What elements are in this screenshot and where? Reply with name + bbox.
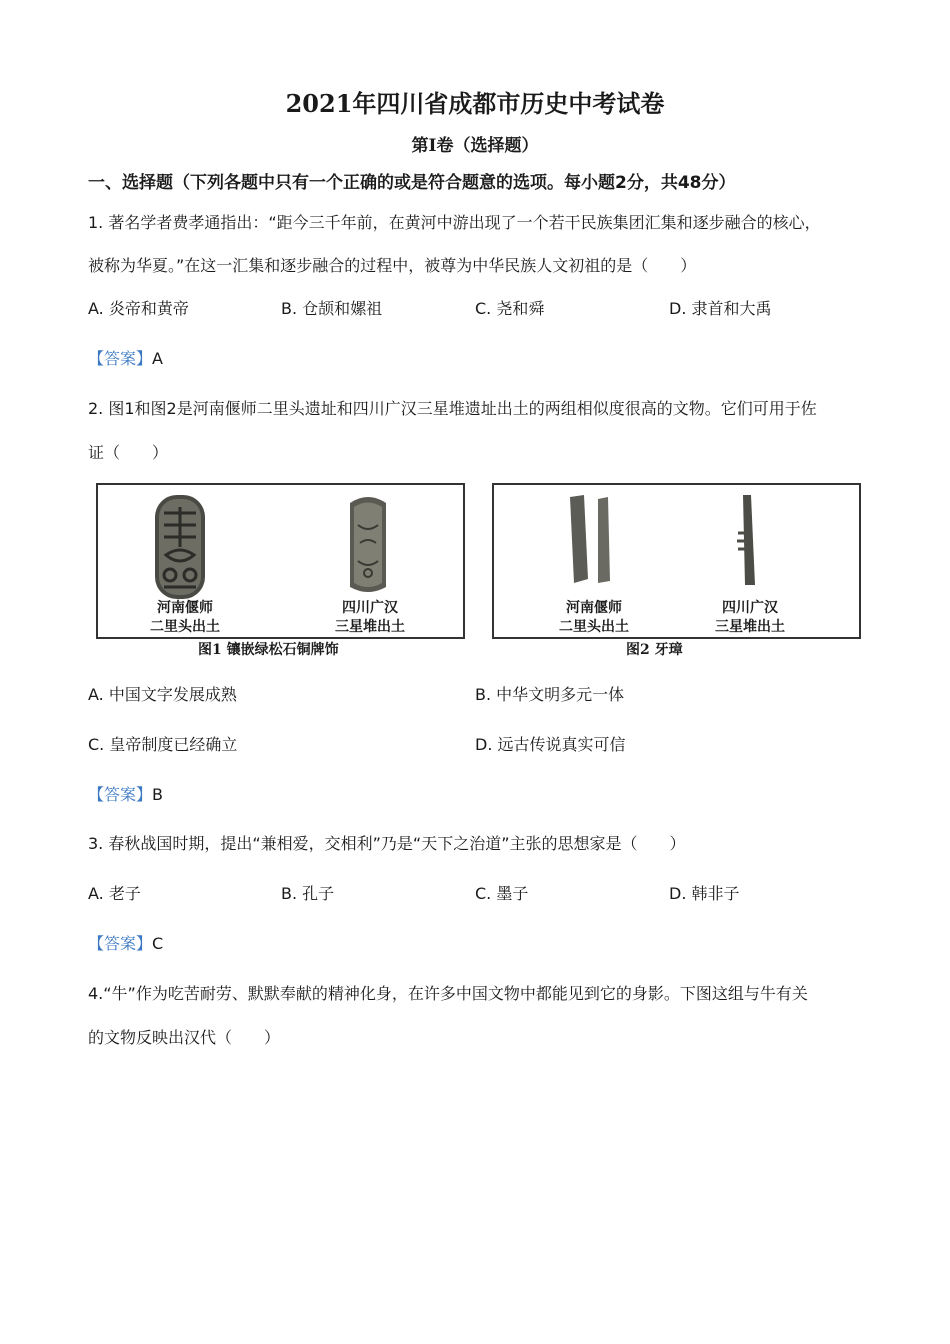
question-3-option-c: C. 墨子 bbox=[475, 884, 529, 903]
answer-value: C bbox=[152, 934, 164, 953]
question-3-line-1: 3. 春秋战国时期，提出“兼相爱，交相利”乃是“天下之治道”主张的思想家是（ ） bbox=[88, 834, 686, 853]
question-2-option-b: B. 中华文明多元一体 bbox=[475, 685, 625, 704]
question-3-option-a: A. 老子 bbox=[88, 884, 141, 903]
question-2-line-1: 2. 图1和图2是河南偃师二里头遗址和四川广汉三星堆遗址出土的两组相似度很高的文物。它们可用于佐 bbox=[88, 399, 817, 418]
question-1-option-c: C. 尧和舜 bbox=[475, 299, 545, 318]
erlitou-yazhang-image bbox=[570, 495, 610, 583]
question-1-option-d: D. 隶首和大禹 bbox=[669, 299, 772, 318]
question-2-answer bbox=[88, 785, 163, 805]
figure-1-caption: 图1 镶嵌绿松石铜牌饰 bbox=[198, 642, 339, 658]
question-1-option-a: A. 炎帝和黄帝 bbox=[88, 299, 189, 318]
question-1-answer bbox=[88, 349, 163, 369]
question-4-line-2: 的文物反映出汉代（ ） bbox=[88, 1028, 281, 1047]
question-1-line-1: 1. 著名学者费孝通指出：“距今三千年前，在黄河中游出现了一个若干民族集团汇集和逐步融合的核心， bbox=[88, 213, 821, 232]
question-3-option-d: D. 韩非子 bbox=[669, 884, 740, 903]
figure-1-left-label: 河南偃师 二里头出土 bbox=[150, 600, 220, 635]
answer-tag: 【答案】 bbox=[88, 785, 153, 804]
question-3-option-b: B. 孔子 bbox=[281, 884, 335, 903]
question-3-answer bbox=[88, 934, 163, 954]
sanxingdui-yazhang-image bbox=[737, 495, 755, 585]
answer-value: B bbox=[152, 785, 163, 804]
question-1-line-2: 被称为华夏。”在这一汇集和逐步融合的过程中，被尊为中华民族人文初祖的是（ ） bbox=[88, 256, 697, 275]
answer-tag: 【答案】 bbox=[88, 349, 153, 368]
answer-tag: 【答案】 bbox=[88, 934, 153, 953]
figure-2-left-label: 河南偃师 二里头出土 bbox=[559, 600, 629, 635]
question-2-option-d: D. 远古传说真实可信 bbox=[475, 735, 626, 754]
figure-1-right-label: 四川广汉 三星堆出土 bbox=[335, 600, 405, 635]
question-2-option-c: C. 皇帝制度已经确立 bbox=[88, 735, 238, 754]
figure-1-frame bbox=[96, 483, 465, 639]
sanxingdui-bronze-plaque-image bbox=[350, 497, 386, 592]
answer-value: A bbox=[152, 349, 163, 368]
figure-2-frame bbox=[492, 483, 861, 639]
erlitou-bronze-plaque-image bbox=[155, 495, 205, 599]
section-subtitle: 第Ⅰ卷（选择题） bbox=[411, 136, 539, 156]
figure-2-caption: 图2 牙璋 bbox=[626, 642, 683, 658]
question-4-line-1: 4.“牛”作为吃苦耐劳、默默奉献的精神化身，在许多中国文物中都能见到它的身影。下图这组与牛有关 bbox=[88, 984, 808, 1003]
exam-title: 2021年四川省成都市历史中考试卷 bbox=[285, 89, 665, 118]
question-1-option-b: B. 仓颉和嫘祖 bbox=[281, 299, 383, 318]
figure-2-right-label: 四川广汉 三星堆出土 bbox=[715, 600, 785, 635]
question-2-option-a: A. 中国文字发展成熟 bbox=[88, 685, 237, 704]
question-2-line-2: 证（ ） bbox=[88, 443, 169, 462]
section-heading: 一、选择题（下列各题中只有一个正确的或是符合题意的选项。每小题2分，共48分） bbox=[88, 173, 736, 193]
